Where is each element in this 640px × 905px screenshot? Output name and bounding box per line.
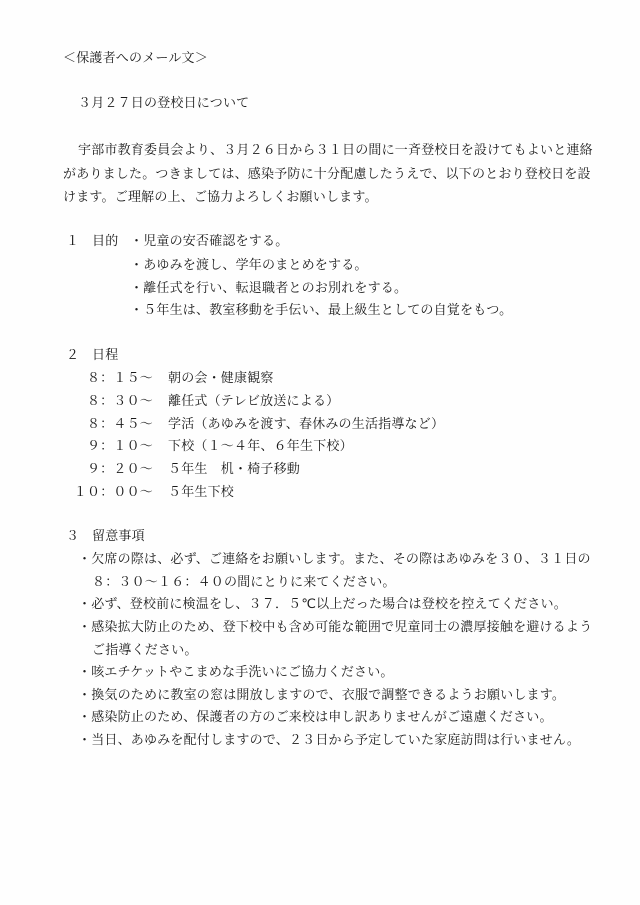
note-item: ・当日、あゆみを配付しますので、２３日から予定していた家庭訪問は行いません。 (78, 733, 581, 748)
schedule-activity: 朝の会・健康観察 (168, 371, 274, 386)
schedule-time: ８：４５～ (86, 417, 153, 432)
intro-line-1: 宇部市教育委員会より、３月２６日から３１日の間に一斉登校日を設けてもよいと連絡 (78, 143, 593, 158)
section2-label: 日程 (92, 348, 119, 363)
schedule-activity: 離任式（テレビ放送による） (168, 394, 340, 409)
schedule-activity: 学活（あゆみを渡す、春休みの生活指導など） (168, 417, 445, 432)
schedule-activity: ５年生下校 (168, 485, 235, 500)
purpose-item: ・児童の安否確認をする。 (130, 234, 289, 249)
schedule-time: ９：２０～ (86, 462, 153, 477)
schedule-activity: ５年生 机・椅子移動 (168, 462, 301, 477)
note-item: ・感染防止のため、保護者の方のご来校は申し訳ありませんがご遠慮ください。 (78, 710, 553, 725)
purpose-item: ・５年生は、教室移動を手伝い、最上級生としての自覚をもつ。 (130, 303, 513, 318)
schedule-time: ９：１０～ (86, 439, 153, 454)
note-item: ・必ず、登校前に検温をし、３７．５℃以上だった場合は登校を控えてください。 (78, 597, 567, 612)
document-heading: ＜保護者へのメール文＞ (63, 51, 208, 66)
note-item: ・換気のために教室の窓は開放しますので、衣服で調整できるようお願いします。 (78, 688, 566, 703)
section1-number: １ (66, 234, 80, 249)
note-continuation: ご指導ください。 (92, 643, 198, 658)
purpose-item: ・あゆみを渡し、学年のまとめをする。 (130, 258, 368, 273)
note-continuation: ８：３０～１６：４０の間にとりに来てください。 (92, 575, 396, 590)
document-subject: ３月２７日の登校日について (78, 96, 250, 111)
note-item: ・咳エチケットやこまめな手洗いにご協力ください。 (78, 665, 394, 680)
section2-number: ２ (66, 348, 80, 363)
intro-line-2: がありました。つきましては、感染予防に十分配慮したうえで、以下のとおり登校日を設 (63, 167, 591, 182)
schedule-time: １０：００～ (73, 485, 153, 500)
section3-label: 留意事項 (92, 529, 145, 544)
schedule-time: ８：３０～ (86, 394, 153, 409)
intro-line-3: けます。ご理解の上、ご協力よろしくお願いします。 (63, 190, 378, 205)
schedule-time: ８：１５～ (86, 371, 153, 386)
note-item: ・感染拡大防止のため、登下校中も含め可能な範囲で児童同士の濃厚接触を避けるよう (78, 620, 593, 635)
purpose-item: ・離任式を行い、転退職者とのお別れをする。 (130, 281, 408, 296)
note-item: ・欠席の際は、必ず、ご連絡をお願いします。また、その際はあゆみを３０、３１日の (78, 552, 591, 567)
schedule-activity: 下校（１～４年、６年生下校） (168, 439, 353, 454)
section1-label: 目的 (92, 234, 119, 249)
section3-number: ３ (66, 529, 80, 544)
